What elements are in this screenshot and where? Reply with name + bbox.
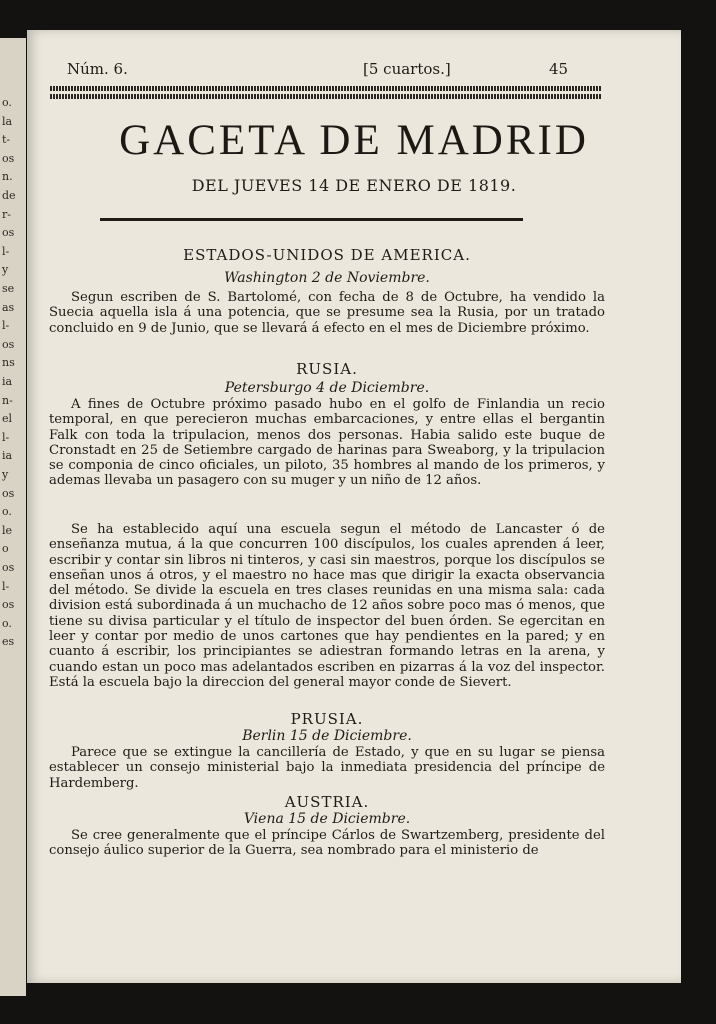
section-heading-prussia: PRUSIA. xyxy=(290,710,364,728)
left-page-fragment: es xyxy=(2,635,15,649)
left-page-edge xyxy=(0,38,26,996)
section-heading-austria: AUSTRIA. xyxy=(284,793,370,811)
left-page-fragment: y xyxy=(2,468,9,481)
left-page-fragment: t- xyxy=(2,133,11,147)
left-page-fragment: o. xyxy=(2,505,12,519)
dateline-prussia: Berlin 15 de Diciembre. xyxy=(242,728,412,744)
left-page-fragment: ns xyxy=(2,356,15,370)
issue-number: Núm. 6. xyxy=(67,60,128,78)
article-austria: Se cree generalmente que el príncipe Cárlos de Swartzemberg, presidente del consejo áulico superior de la Guerra, sea nombrado para el ministerio de xyxy=(49,828,605,859)
header-rule-bottom xyxy=(50,94,602,99)
left-page-fragment: as xyxy=(2,300,15,314)
left-page-fragment: l- xyxy=(2,430,10,444)
dateline-austria: Viena 15 de Diciembre. xyxy=(243,811,411,827)
left-page-fragment: os xyxy=(2,598,15,612)
masthead-title: GACETA DE MADRID xyxy=(119,117,589,164)
left-page-fragment: ia xyxy=(2,375,13,388)
left-page-fragment: n. xyxy=(2,170,13,184)
header-rule-top xyxy=(50,86,602,91)
left-page-fragment: y xyxy=(2,263,9,277)
left-page-fragment: os xyxy=(2,561,15,574)
left-page-fragment: os xyxy=(2,151,15,165)
issue-date: DEL JUEVES 14 DE ENERO DE 1819. xyxy=(191,176,517,195)
page-number: 45 xyxy=(549,60,569,78)
left-page-fragment: os xyxy=(2,226,15,240)
left-page-fragment: os xyxy=(2,337,15,351)
article-russia-2: Se ha establecido aquí una escuela segun el método de Lancaster ó de enseñanza mutua, á la que concurren 100 discípulos, los cuales aprenden á leer, escribir y contar sin libros ni tinteros, y casi sin maestros, porque los discípulos se enseñan unos á otros, y el maestro no hace mas que dirigir la exacta observancia del método. Se divide la escuela en tres clases reunidas en una misma sala: cada division está subordinada á un muchacho de 12 años sobre poco mas ó menos, que tiene su divisa particular y el título de inspector del buen órden. Se egercitan en leer y contar por medio de unos cartones que hay pendientes en la pared; y en cuanto á escribir, los principiantes se adiestran formando letras en la arena, y cuando estan un poco mas adelantados escriben en pizarras á la voz del inspector. Está la escuela bajo la direccion del general mayor conde de Sievert. xyxy=(49,522,605,690)
article-russia-1: A fines de Octubre próximo pasado hubo en el golfo de Finlandia un recio temporal, en que perecieron muchas embarcaciones, y entre ellas el bergantin Falk con toda la tripulacion, menos dos personas. Habia salido este buque de Cronstadt en 25 de Setiembre cargado de harinas para Sweaborg, y la tripulacion se componia de cinco oficiales, un piloto, 35 hombres al mando de los primeros, y ademas llevaba un pasagero con su muger y un niño de 12 años. xyxy=(49,397,605,489)
left-page-fragment: n- xyxy=(2,393,13,407)
left-page-fragment: l- xyxy=(2,579,10,593)
masthead-divider xyxy=(100,218,523,221)
article-prussia: Parece que se extingue la cancillería de Estado, y que en su lugar se piensa establecer un consejo ministerial bajo la inmediata presidencia del príncipe de Hardemberg. xyxy=(49,745,605,791)
left-page-fragment: o. xyxy=(2,96,12,109)
left-page-fragment: o. xyxy=(2,616,12,630)
left-page-fragment: le xyxy=(2,523,13,537)
article-usa: Segun escriben de S. Bartolomé, con fecha de 8 de Octubre, ha vendido la Suecia aquella isla á una potencia, que se presume sea la Rusia, por un tratado concluido en 9 de Junio, que se llevará á efecto en el mes de Diciembre próximo. xyxy=(49,290,605,336)
dateline-usa: Washington 2 de Noviembre. xyxy=(224,270,430,286)
price: [5 cuartos.] xyxy=(363,60,451,78)
newspaper-page xyxy=(27,30,681,983)
left-page-fragment: os xyxy=(2,486,15,500)
left-page-fragment: l- xyxy=(2,319,10,333)
left-page-fragment: el xyxy=(2,412,13,426)
section-heading-russia: RUSIA. xyxy=(296,360,358,378)
left-page-fragment: de xyxy=(2,189,16,202)
dateline-russia: Petersburgo 4 de Diciembre. xyxy=(224,380,430,396)
left-page-fragment: l- xyxy=(2,244,10,258)
left-page-fragment: se xyxy=(2,282,15,295)
left-page-fragment: la xyxy=(2,114,13,128)
left-page-fragment: ia xyxy=(2,449,13,463)
section-heading-usa: ESTADOS-UNIDOS DE AMERICA. xyxy=(183,246,471,264)
left-page-fragment: o xyxy=(2,542,9,556)
left-page-fragment: r- xyxy=(2,207,11,221)
